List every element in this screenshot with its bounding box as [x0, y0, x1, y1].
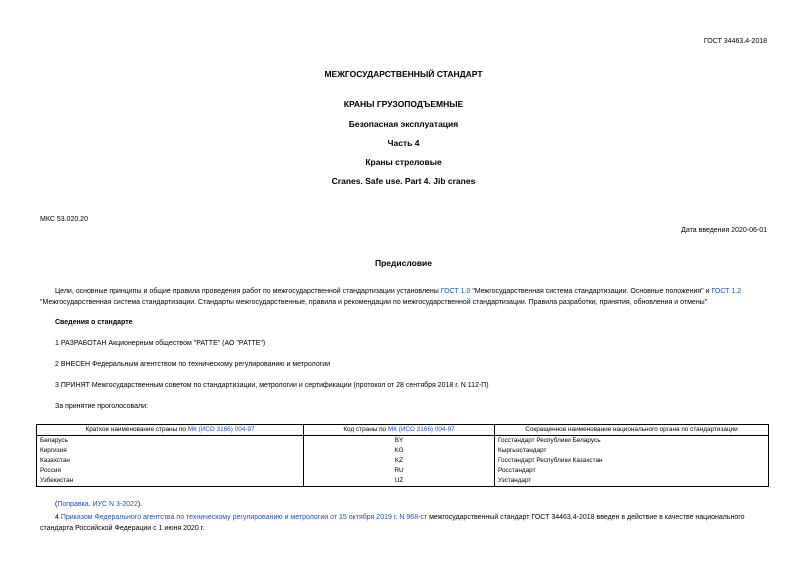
table-row — [37, 476, 769, 487]
effective-date: Дата введения 2020-06-01 — [681, 227, 767, 234]
code-cell: KZ — [304, 456, 495, 466]
code-cell: KG — [304, 446, 495, 456]
foreword-text-c: "Межгосударственная система стандартизации. Стандарты межгосударственные, правила и рекомендации по межгосударственной стандартизации. Правила разработки, принятия, обновления и отмены" — [40, 299, 708, 306]
mk-iso-link[interactable]: МК (ИСО 3166) 004-97 — [387, 426, 455, 433]
standard-type: МЕЖГОСУДАРСТВЕННЫЙ СТАНДАРТ — [324, 69, 483, 79]
country-cell: Узбекистан — [37, 476, 304, 487]
foreword-paragraph — [40, 286, 770, 308]
header-country-code — [304, 425, 495, 436]
table-row — [37, 466, 769, 476]
table-row — [37, 446, 769, 456]
table-row — [37, 436, 769, 447]
mks-code: МКС 53.020.20 — [40, 216, 88, 223]
order-link[interactable]: Приказом Федерального агентства по техническому регулированию и метрологии от 15 октября 2019 г. N 968-ст — [60, 514, 428, 521]
amendment-note — [55, 501, 142, 508]
voting-states-table — [36, 424, 769, 487]
code-cell: UZ — [304, 476, 495, 487]
item-adopted: 3 ПРИНЯТ Межгосударственным советом по стандартизации, метрологии и сертификации (протокол от 28 сентября 2018 г. N 112-П) — [55, 382, 489, 389]
document-subtitle: Безопасная эксплуатация — [348, 119, 459, 129]
header-code-text: Код страны по — [343, 426, 388, 433]
gost-1-0-link[interactable]: ГОСТ 1.0 — [440, 288, 471, 295]
body-cell: Узстандарт — [495, 476, 769, 487]
country-cell: Казахстан — [37, 456, 304, 466]
body-cell: Госстандарт Республики Беларусь — [495, 436, 769, 447]
header-country-text: Краткое наименование страны по — [85, 426, 188, 433]
code-cell: BY — [304, 436, 495, 447]
item4-text: межгосударственный стандарт ГОСТ 34463.4-2018 введен в действие в качестве национального стандарта Российской Федерации с 1 июня 2020 г. — [40, 514, 745, 532]
item-enacted — [40, 512, 770, 534]
amendment-link[interactable]: Поправка. ИУС N 3-2022 — [57, 501, 138, 508]
item-developed: 1 РАЗРАБОТАН Акционерным обществом "РАТТЕ" (АО "РАТТЕ") — [55, 340, 266, 347]
part-title: Краны стреловые — [365, 157, 442, 167]
mk-iso-link[interactable]: МК (ИСО 3166) 004-97 — [187, 426, 255, 433]
foreword-text-a: Цели, основные принципы и общие правила проведения работ по межгосударственной стандартизации установлены — [55, 288, 441, 295]
body-cell: Госстандарт Республики Казахстан — [495, 456, 769, 466]
country-cell: Россия — [37, 466, 304, 476]
amendment-close: ). — [137, 501, 143, 508]
gost-1-2-link[interactable]: ГОСТ 1.2 — [711, 288, 742, 295]
header-country-name — [37, 425, 304, 436]
item-submitted: 2 ВНЕСЕН Федеральным агентством по техническому регулированию и метрологии — [55, 361, 331, 368]
body-cell: Кыргызстандарт — [495, 446, 769, 456]
foreword-heading: Предисловие — [374, 258, 433, 268]
table-header-row — [37, 425, 769, 436]
document-part: Часть 4 — [387, 138, 420, 148]
item4-number: 4 — [55, 514, 61, 521]
foreword-text-b: "Межгосударственная система стандартизации. Основные положения" и — [470, 288, 712, 295]
code-cell: RU — [304, 466, 495, 476]
body-cell: Росстандарт — [495, 466, 769, 476]
document-title: КРАНЫ ГРУЗОПОДЪЕМНЫЕ — [343, 99, 464, 109]
doc-code: ГОСТ 34463.4-2018 — [703, 38, 767, 45]
amendment-open: ( — [55, 501, 58, 508]
header-national-body: Сокращенное наименование национального органа по стандартизации — [495, 425, 769, 436]
table-row — [37, 456, 769, 466]
standard-info-heading: Сведения о стандарте — [55, 319, 133, 326]
country-cell: Киргизия — [37, 446, 304, 456]
voted-label: За принятие проголосовали: — [55, 403, 148, 410]
english-title: Cranes. Safe use. Part 4. Jib cranes — [331, 176, 476, 186]
country-cell: Беларусь — [37, 436, 304, 447]
